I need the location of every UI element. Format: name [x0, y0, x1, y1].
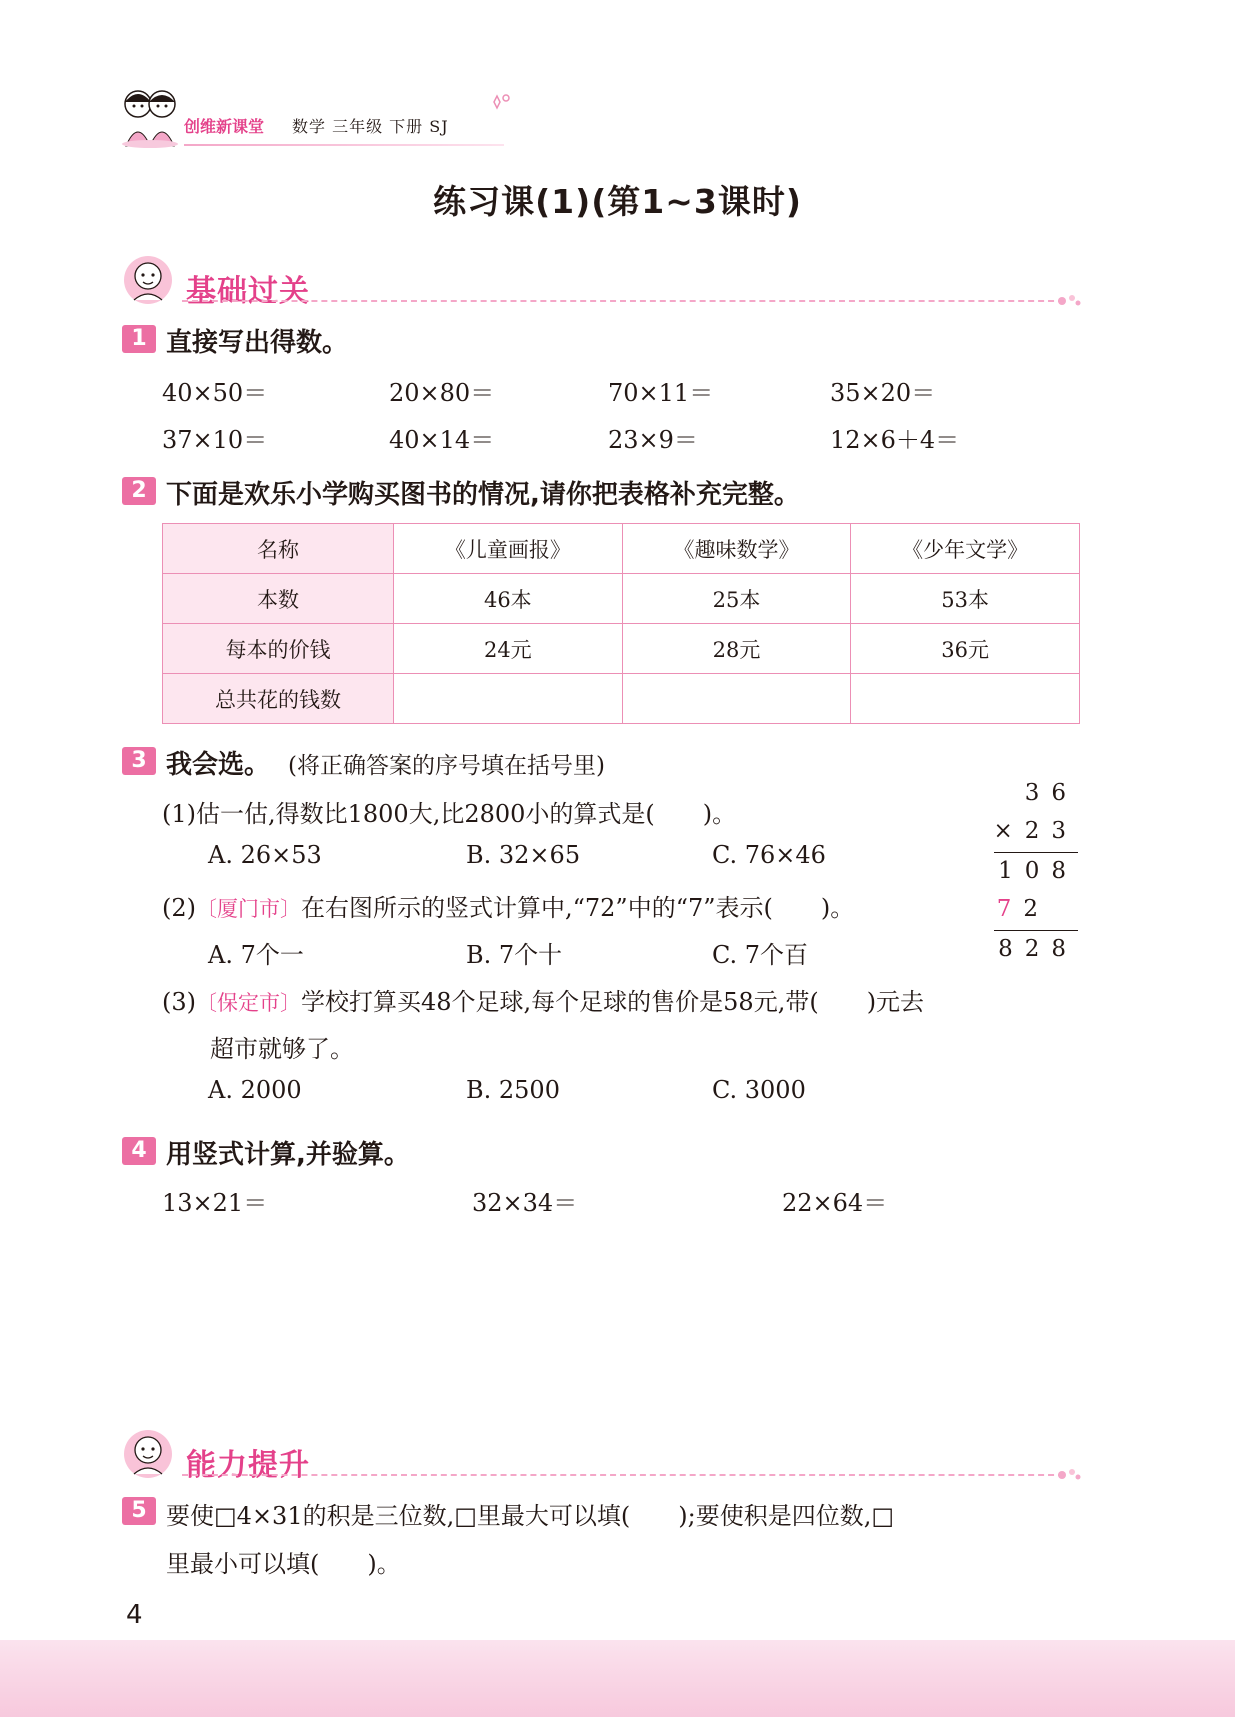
choice-option[interactable]: B. 2500 [466, 1076, 560, 1104]
book-purchase-table [162, 523, 1080, 724]
question-number: 5 [122, 1497, 156, 1525]
region-tag: 〔厦门市〕 [196, 897, 301, 921]
section-basic [122, 254, 1082, 312]
table-header-cell: 《趣味数学》 [622, 524, 851, 574]
table-row-label: 每本的价钱 [163, 624, 394, 674]
final-product: 828 [998, 936, 1078, 962]
expression: 32×34＝ [472, 1189, 578, 1217]
choice-option[interactable]: C. 7个百 [712, 941, 809, 969]
answer-cell[interactable] [851, 674, 1080, 724]
table-row [163, 574, 1080, 624]
choice-option[interactable]: C. 76×46 [712, 841, 826, 869]
table-row-label: 总共花的钱数 [163, 674, 394, 724]
table-header-row [163, 524, 1080, 574]
question-note: (将正确答案的序号填在括号里) [288, 753, 605, 779]
choice-option[interactable]: A. 2000 [208, 1076, 302, 1104]
expression: 40×14＝ [389, 426, 495, 454]
brand-name: 创维新课堂 [184, 117, 265, 136]
table-cell: 28元 [622, 624, 851, 674]
expression: 40×50＝ [162, 379, 268, 407]
multiplier: ×23 [993, 818, 1078, 844]
sparkle-icon [490, 90, 514, 110]
table-cell: 25本 [622, 574, 851, 624]
sub-question-text: 在右图所示的竖式计算中,“72”中的“7”表示( )。 [301, 894, 855, 922]
choice-option[interactable]: B. 32×65 [466, 841, 581, 869]
section-title: 基础过关 [186, 274, 310, 309]
table-header-cell: 名称 [163, 524, 394, 574]
expression: 22×64＝ [782, 1189, 888, 1217]
table-header-cell: 《少年文学》 [851, 524, 1080, 574]
section-advanced [122, 1428, 1082, 1486]
expression: 12×6＋4＝ [830, 426, 960, 454]
table-cell: 46本 [394, 574, 623, 624]
sub-question-stem [162, 982, 924, 1017]
page-header [120, 84, 520, 150]
expression: 23×9＝ [608, 426, 698, 454]
question-text-continuation: 里最小可以填( )。 [166, 1550, 401, 1578]
question-text: 直接写出得数。 [166, 328, 349, 358]
calc-rule [994, 852, 1078, 853]
region-tag: 〔保定市〕 [196, 991, 301, 1015]
question-text: 要使□4×31的积是三位数,□里最大可以填( );要使积是四位数,□ [166, 1502, 895, 1530]
answer-cell[interactable] [394, 674, 623, 724]
partial-digit: 2 [1023, 896, 1050, 922]
monkey-mascot-icon [122, 254, 178, 306]
sub-question-prefix: (2) [162, 894, 196, 922]
question-text: 用竖式计算,并验算。 [166, 1140, 410, 1170]
question-number: 3 [122, 747, 156, 775]
page-title: 练习课(1)(第1~3课时) [433, 182, 802, 221]
table-cell: 36元 [851, 624, 1080, 674]
dashed-divider [182, 1474, 1064, 1476]
kids-mascot-icon [120, 84, 182, 150]
expression: 37×10＝ [162, 426, 268, 454]
choice-option[interactable]: A. 7个一 [208, 941, 304, 969]
highlighted-digit: 7 [996, 896, 1024, 922]
header-rule [184, 144, 504, 146]
table-cell: 53本 [851, 574, 1080, 624]
page-number: 4 [126, 1600, 143, 1630]
dots-decoration-icon [1056, 292, 1082, 308]
monkey-mascot-icon [122, 1428, 178, 1480]
multiplicand: 36 [1024, 780, 1078, 806]
sub-question-stem [162, 888, 854, 923]
table-cell: 24元 [394, 624, 623, 674]
table-header-cell: 《儿童画报》 [394, 524, 623, 574]
question-number: 2 [122, 477, 156, 505]
partial-product-2 [997, 896, 1050, 922]
calc-rule [994, 930, 1078, 931]
answer-cell[interactable] [622, 674, 851, 724]
section-title: 能力提升 [186, 1448, 310, 1483]
table-row [163, 624, 1080, 674]
dots-decoration-icon [1056, 1466, 1082, 1482]
expression: 70×11＝ [608, 379, 714, 407]
question-text: 下面是欢乐小学购买图书的情况,请你把表格补充完整。 [166, 480, 800, 510]
question-number: 4 [122, 1137, 156, 1165]
expression: 13×21＝ [162, 1189, 268, 1217]
sub-question-prefix: (3) [162, 988, 196, 1016]
question-text: 我会选。 [166, 750, 271, 780]
choice-option[interactable]: C. 3000 [712, 1076, 806, 1104]
footer-band [0, 1640, 1235, 1717]
sub-question-continuation: 超市就够了。 [210, 1035, 354, 1063]
choice-option[interactable]: A. 26×53 [208, 841, 322, 869]
table-row-label: 本数 [163, 574, 394, 624]
partial-product-1: 108 [998, 858, 1078, 884]
expression: 35×20＝ [830, 379, 936, 407]
table-row [163, 674, 1080, 724]
expression: 20×80＝ [389, 379, 495, 407]
sub-question-text: 学校打算买48个足球,每个足球的售价是58元,带( )元去 [301, 988, 925, 1016]
dashed-divider [182, 300, 1064, 302]
choice-option[interactable]: B. 7个十 [466, 941, 563, 969]
sub-question-stem: (1)估一估,得数比1800大,比2800小的算式是( )。 [162, 800, 737, 828]
question-number: 1 [122, 325, 156, 353]
subject-label: 数学 三年级 下册 SJ [292, 117, 449, 136]
